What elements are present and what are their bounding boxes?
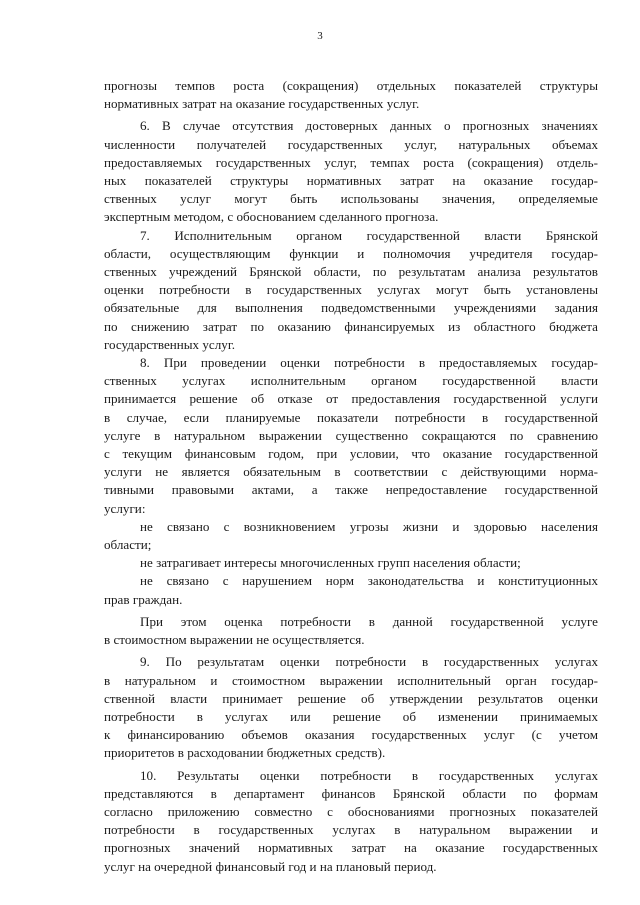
text-line: услуги не является обязательным в соответствии с действующими норма- [104,464,598,480]
text-line: в натуральном и стоимостном выражении исполнительный орган государ- [104,672,598,688]
text-line: приоритетов в расходовании бюджетных средств). [104,745,386,761]
document-body [104,77,598,876]
text-line: области, осуществляющим функции и полномочия учредителя государ- [104,245,598,261]
text-line: потребности в государственных услугах в натуральном выражении и [104,822,598,838]
text-line: 9. По результатам оценки потребности в государственных услугах [140,654,598,670]
text-line: услуг на очередной финансовый год и на плановый период. [104,858,437,874]
text-line: с текущим финансовым годом, при условии, что оказание государственной [104,446,598,462]
text-line: государственных услуг. [104,336,235,352]
paragraph [104,77,598,113]
text-line: к финансированию объемов оказания государственных услуг (с учетом [104,727,598,743]
text-line: потребности в услугах или решение об изменении принимаемых [104,708,598,724]
text-line: принимается решение об отказе от предоставления государственной услуги [104,391,598,407]
text-line: не связано с нарушением норм законодательства и конституционных [140,573,598,589]
paragraph [104,767,598,876]
text-line: обязательные для выполнения подведомственными учреждениями задания [104,300,598,316]
text-line: 8. При проведении оценки потребности в предоставляемых государ- [140,355,598,371]
text-line: оценки потребности в государственных услугах могут быть установлены [104,282,598,298]
text-line: согласно приложению совместно с обоснованиями прогнозных показателей [104,803,598,819]
text-line: ных показателей структуры нормативных затрат на оказание государ- [104,173,598,189]
text-line: экспертным методом, с обоснованием сделанного прогноза. [104,209,439,225]
paragraph [104,613,598,649]
text-line: 7. Исполнительным органом государственной власти Брянской [140,227,598,243]
paragraph [104,518,598,554]
paragraph [104,554,598,572]
paragraph [104,354,598,518]
text-line: предоставляемых государственных услуг, темпах роста (сокращения) отдель- [104,154,598,170]
text-line: прогнозных значений нормативных затрат на оказание государственных [104,840,598,856]
paragraph [104,227,598,354]
text-line: тивными правовыми актами, а также непредоставление государственной [104,482,598,498]
text-line: прав граждан. [104,591,183,607]
text-line: не затрагивает интересы многочисленных групп населения области; [140,555,521,571]
text-line: по снижению затрат по оказанию финансируемых из областного бюджета [104,318,598,334]
text-line: ственных услуг могут быть использованы значения, определяемые [104,191,598,207]
text-line: ственной власти принимает решение об утверждении результатов оценки [104,690,598,706]
text-line: ственных услугах исполнительным органом государственной власти [104,373,598,389]
text-line: не связано с возникновением угрозы жизни и здоровью населения [140,518,598,534]
paragraph [104,117,598,226]
text-line: услуге в натуральном выражении существенно сокращаются по сравнению [104,427,598,443]
text-line: 6. В случае отсутствия достоверных данных о прогнозных значениях [140,118,598,134]
text-line: 10. Результаты оценки потребности в государственных услугах [140,767,598,783]
text-line: ственных учреждений Брянской области, по результатам анализа результатов [104,264,598,280]
text-line: нормативных затрат на оказание государственных услуг. [104,96,420,112]
text-line: услуги: [104,500,146,516]
text-line: прогнозы темпов роста (сокращения) отдельных показателей структуры [104,78,598,93]
paragraph [104,572,598,608]
text-line: представляются в департамент финансов Брянской области по формам [104,785,598,801]
text-line: численности получателей государственных услуг, натуральных объемах [104,136,598,152]
text-line: в стоимостном выражении не осуществляется. [104,632,365,648]
text-line: в случае, если планируемые показатели потребности в государственной [104,409,598,425]
text-line: При этом оценка потребности в данной государственной услуге [140,613,598,629]
page-number: 3 [317,30,323,42]
paragraph [104,653,598,762]
text-line: области; [104,537,152,553]
